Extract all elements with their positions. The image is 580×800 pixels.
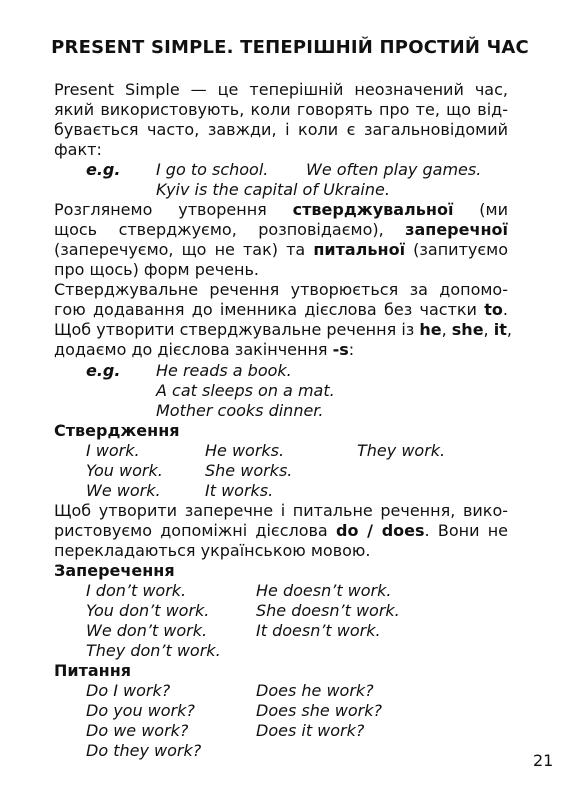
- conjugation-form: You work.: [86, 461, 163, 480]
- example-sentence: He reads a book.: [156, 361, 292, 380]
- section-heading: Ствердження: [54, 421, 180, 440]
- paragraph-line: Щоб утворити стверджувальне речення із he, she, it,: [54, 320, 512, 339]
- conjugation-form: Do they work?: [86, 741, 202, 760]
- paragraph-line: про щось) форм речень.: [54, 260, 259, 279]
- bold-term: питальної: [313, 240, 406, 259]
- conjugation-form: It works.: [205, 481, 274, 500]
- bold-term: to: [484, 300, 503, 319]
- paragraph-line: ристовуємо допоміжні дієслова do / does. Вони не: [54, 521, 509, 540]
- conjugation-form: I don’t work.: [86, 581, 187, 600]
- conjugation-form: Does it work?: [256, 721, 365, 740]
- paragraph-line: (заперечуємо, що не так) та питальної (запитуємо: [54, 240, 508, 259]
- bold-term: -s: [332, 340, 349, 359]
- conjugation-form: We don’t work.: [86, 621, 208, 640]
- paragraph-line: Щоб утворити заперечне і питальне речення, вико-: [54, 501, 508, 520]
- conjugation-form: She works.: [205, 461, 293, 480]
- bold-term: заперечної: [405, 220, 508, 239]
- section-heading: Заперечення: [54, 561, 175, 580]
- conjugation-form: We work.: [86, 481, 161, 500]
- paragraph-line: додаємо до дієслова закінчення -s:: [54, 340, 355, 359]
- intro-line: факт:: [54, 140, 102, 159]
- conjugation-form: He works.: [205, 441, 285, 460]
- paragraph-line: перекладаються українською мовою.: [54, 541, 371, 560]
- eg-label: e.g.: [86, 160, 121, 179]
- example-sentence: Mother cooks dinner.: [156, 401, 324, 420]
- conjugation-form: Do we work?: [86, 721, 189, 740]
- paragraph-line: Стверджувальне речення утворюється за допомо-: [54, 280, 508, 299]
- example-sentence: We often play games.: [306, 160, 482, 179]
- conjugation-form: It doesn’t work.: [256, 621, 381, 640]
- bold-term: стверджувальної: [292, 200, 454, 219]
- bold-term: it: [493, 320, 507, 339]
- example-sentence: A cat sleeps on a mat.: [156, 381, 335, 400]
- conjugation-form: They don’t work.: [86, 641, 221, 660]
- example-sentence: Kyiv is the capital of Ukraine.: [156, 180, 390, 199]
- conjugation-form: Do I work?: [86, 681, 171, 700]
- paragraph-line: гою додавання до іменника дієслова без частки to.: [54, 300, 508, 319]
- section-heading: Питання: [54, 661, 132, 680]
- conjugation-form: They work.: [357, 441, 446, 460]
- conjugation-form: I work.: [86, 441, 140, 460]
- conjugation-form: Does he work?: [256, 681, 374, 700]
- page-number: 21: [533, 751, 554, 770]
- bold-term: he: [419, 320, 442, 339]
- bold-term: do / does: [335, 521, 425, 540]
- page-title: PRESENT SIMPLE. ТЕПЕРІШНІЙ ПРОСТИЙ ЧАС: [51, 37, 529, 58]
- example-sentence: I go to school.: [156, 160, 269, 179]
- conjugation-form: She doesn’t work.: [256, 601, 400, 620]
- paragraph-line: Розглянемо утворення стверджувальної (ми: [54, 200, 509, 219]
- intro-line: який використовують, коли говорять про те, що від-: [54, 100, 508, 119]
- conjugation-form: Does she work?: [256, 701, 382, 720]
- bold-term: she: [451, 320, 484, 339]
- conjugation-form: You don’t work.: [86, 601, 210, 620]
- intro-line: Present Simple — це теперішній неозначений час,: [54, 80, 508, 99]
- conjugation-form: He doesn’t work.: [256, 581, 392, 600]
- conjugation-form: Do you work?: [86, 701, 195, 720]
- paragraph-line: щось стверджуємо, розповідаємо), заперечної: [54, 220, 508, 239]
- intro-line: бувається часто, завжди, і коли є загальновідомий: [54, 120, 508, 139]
- eg-label: e.g.: [86, 361, 121, 380]
